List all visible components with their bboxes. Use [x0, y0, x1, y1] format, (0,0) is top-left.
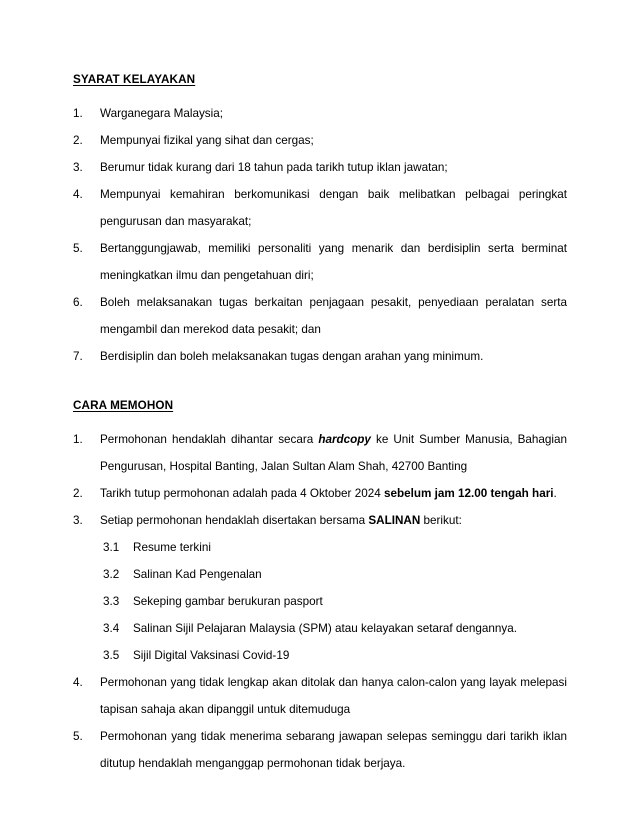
list-item-text: Bertanggungjawab, memiliki personaliti yang menarik dan berdisiplin serta berminat meningkatkan ilmu dan pengetahuan diri; [100, 242, 567, 282]
sub-list-item [73, 615, 567, 642]
list-item-marker: 2. [73, 134, 83, 147]
list-item-marker: 4. [73, 676, 83, 689]
sub-list-item [73, 561, 567, 588]
list-item-marker: 7. [73, 350, 83, 363]
list-item [73, 480, 567, 507]
list-item [73, 507, 567, 534]
list-item-marker: 1. [73, 107, 83, 120]
list-item-text [100, 426, 567, 480]
list-item-marker: 3. [73, 514, 83, 527]
sub-list-item-marker: 3.2 [103, 568, 120, 581]
sub-list-item [73, 588, 567, 615]
list-item-marker: 4. [73, 188, 83, 201]
text-run: Setiap permohonan hendaklah disertakan bersama [100, 514, 369, 527]
text-run: Tarikh tutup permohonan adalah pada 4 Oktober 2024 [100, 487, 384, 500]
list-item [73, 723, 567, 777]
sub-list-item-text: Resume terkini [133, 541, 211, 554]
sub-list-item-text: Sekeping gambar berukuran pasport [133, 595, 323, 608]
list-item-text: Permohonan yang tidak lengkap akan ditolak dan hanya calon-calon yang layak melepasi tapisan sahaja akan dipanggil untuk ditemuduga [100, 676, 567, 716]
list-item [73, 343, 567, 370]
sub-list-item-text: Salinan Kad Pengenalan [133, 568, 262, 581]
list-item-text: Mempunyai fizikal yang sihat dan cergas; [100, 134, 314, 147]
list-item [73, 669, 567, 723]
salinan-sub-list [73, 534, 567, 669]
list-item [73, 181, 567, 235]
section-heading-cara-memohon: CARA MEMOHON [73, 399, 174, 412]
list-item-text: Boleh melaksanakan tugas berkaitan penjagaan pesakit, penyediaan peralatan serta mengambil dan merekod data pesakit; dan [100, 296, 567, 336]
list-item-marker: 2. [73, 487, 83, 500]
cara-memohon-list [73, 426, 567, 777]
text-run: Permohonan hendaklah dihantar secara [100, 433, 319, 446]
text-run: SALINAN [368, 514, 421, 527]
list-item [73, 127, 567, 154]
list-item-marker: 6. [73, 296, 83, 309]
list-item [73, 426, 567, 480]
text-run: hardcopy [318, 433, 371, 446]
sub-list-item-text: Salinan Sijil Pelajaran Malaysia (SPM) atau kelayakan setaraf dengannya. [133, 622, 517, 635]
list-item [73, 100, 567, 127]
text-run: ke Unit Sumber Manusia, Bahagian Pengurusan, Hospital Banting, Jalan Sultan Alam Shah, 42700 Banting [100, 433, 567, 473]
sub-list-item-text: Sijil Digital Vaksinasi Covid-19 [133, 649, 290, 662]
sub-list-item-marker: 3.1 [103, 541, 120, 554]
list-item-marker: 5. [73, 242, 83, 255]
sub-list-item [73, 534, 567, 561]
list-item [73, 154, 567, 181]
sub-list-item [73, 642, 567, 669]
sub-list-item-marker: 3.3 [103, 595, 120, 608]
list-item-text [100, 507, 567, 534]
sub-list-item-marker: 3.5 [103, 649, 120, 662]
list-item [73, 235, 567, 289]
list-item-text: Berdisiplin dan boleh melaksanakan tugas dengan arahan yang minimum. [100, 350, 484, 363]
text-run: berikut: [420, 514, 462, 527]
list-item-text: Warganegara Malaysia; [100, 107, 223, 120]
syarat-kelayakan-list [73, 100, 567, 370]
list-item-text: Permohonan yang tidak menerima sebarang jawapan selepas seminggu dari tarikh iklan ditutup hendaklah menganggap permohonan tidak berjaya. [100, 730, 567, 770]
text-run: sebelum jam 12.00 tengah hari [383, 487, 554, 500]
list-item-text: Mempunyai kemahiran berkomunikasi dengan baik melibatkan pelbagai peringkat pengurusan dan masyarakat; [100, 188, 567, 228]
list-item-marker: 1. [73, 433, 83, 446]
text-run: . [553, 487, 557, 500]
list-item-text [100, 480, 567, 507]
list-item-marker: 5. [73, 730, 83, 743]
sub-list-item-marker: 3.4 [103, 622, 120, 635]
section-heading-syarat-kelayakan: SYARAT KELAYAKAN [73, 73, 196, 86]
list-item-marker: 3. [73, 161, 83, 174]
list-item-text: Berumur tidak kurang dari 18 tahun pada tarikh tutup iklan jawatan; [100, 161, 448, 174]
list-item [73, 289, 567, 343]
